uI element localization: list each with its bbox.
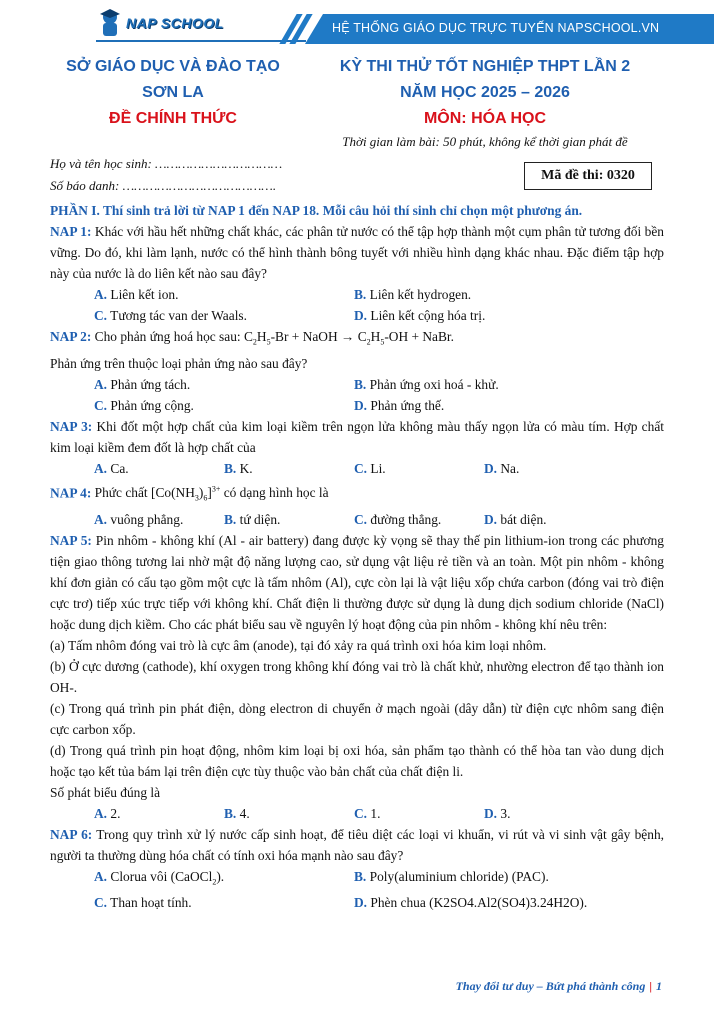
option-c: C. đường thẳng. — [354, 511, 442, 527]
department-line-1: SỞ GIÁO DỤC VÀ ĐÀO TẠO — [66, 58, 280, 75]
footer-divider: | — [649, 979, 652, 993]
question-number: NAP 1: — [50, 224, 92, 239]
official-label: ĐỀ CHÍNH THỨC — [109, 110, 237, 127]
page-header — [0, 0, 714, 50]
option-d: D. Na. — [484, 460, 520, 476]
subject-title: MÔN: HÓA HỌC — [423, 110, 547, 127]
options-3 — [50, 458, 664, 479]
option-b: B. K. — [224, 460, 253, 476]
statement-a: (a) Tấm nhôm đóng vai trò là cực âm (anode), tại đó xảy ra quá trình oxi hóa kim loại nhôm. — [50, 637, 547, 653]
option-a: A. Clorua vôi (CaOCl$_2$). — [94, 868, 225, 887]
question-5 — [50, 530, 664, 635]
option-b: B. 4. — [224, 805, 250, 821]
question-number: NAP 4: — [50, 485, 92, 501]
question-text: Pin nhôm - không khí (Al - air battery) đang được kỳ vọng sẽ thay thế pin lithium-ion trong các phương tiện giao thông tương lai nhờ mật độ năng lượng cao, sử dụng vật liệu rẻ tiền và an toàn. Một pin nhôm - không khí đơn giản có cấu tạo gồm một cực là tấm nhôm (Al), cực còn lại là vật liệu xốp chứa carbon (đóng vai trò điện cực trơ) tiếp xúc trực tiếp với không khí. Chất điện li thường được sử dụng là dung dịch sodium chloride (NaCl) hoặc dung dịch kiềm. Cho các phát biểu sau về nguyên lý hoạt động của pin nhôm - không khí nêu trên: — [50, 532, 664, 632]
header-divider — [96, 40, 306, 42]
option-c: C. 1. — [354, 805, 381, 821]
option-c: C. Phản ứng cộng. — [94, 397, 194, 413]
option-a: A. Phản ứng tách. — [94, 376, 191, 392]
option-b: B. Liên kết hydrogen. — [354, 287, 472, 302]
question-5-ask: Số phát biểu đúng là — [50, 784, 161, 800]
option-b: B. Phản ứng oxi hoá - khử. — [354, 376, 499, 392]
options-2 — [50, 374, 664, 416]
options-1 — [50, 284, 664, 326]
option-a: A. 2. — [94, 805, 121, 821]
option-d: D. 3. — [484, 805, 511, 821]
question-4 — [50, 479, 664, 509]
question-2 — [50, 326, 664, 353]
statement-c: (c) Trong quá trình pin phát điện, dòng electron di chuyển ở mạch ngoài (dây dẫn) từ điện cực nhôm sang điện cực carbon xốp. — [50, 700, 664, 737]
options-4 — [50, 509, 664, 530]
option-d: D. Liên kết cộng hóa trị. — [354, 308, 486, 323]
question-text: Khác với hầu hết những chất khác, các phân tử nước có thể tập hợp thành một cụm phân tử tương đối bền vững. Do đó, khi làm lạnh, nước có thể hình thành bông tuyết với nhiều hình dạng khác nhau. Đặc điểm tập hợp này của nước là do liên kết nào sau đây? — [50, 224, 664, 281]
part-1-heading: PHẦN I. Thí sinh trả lời từ NAP 1 đến NAP 18. Mỗi câu hỏi thí sinh chỉ chọn một phương án. — [50, 203, 583, 218]
question-number: NAP 3: — [50, 418, 93, 434]
time-note: Thời gian làm bài: 50 phút, không kể thời gian phát đề — [342, 134, 628, 149]
option-d: D. Phản ứng thế. — [354, 397, 445, 413]
footer-slogan: Thay đổi tư duy – Bứt phá thành công — [455, 979, 646, 993]
statement-d: (d) Trong quá trình pin hoạt động, nhôm kim loại bị oxi hóa, sản phẩm tạo thành có thể hòa tan vào dung dịch hoặc tạo kết tủa bám lại trên điện cực tùy thuộc vào bản chất của chất điện li. — [50, 742, 664, 779]
question-number: NAP 5: — [50, 532, 92, 548]
option-a: A. Liên kết ion. — [94, 287, 179, 302]
option-c: C. Than hoạt tính. — [94, 895, 192, 911]
school-year: NĂM HỌC 2025 – 2026 — [400, 84, 570, 101]
department-line-2: SƠN LA — [142, 84, 204, 101]
student-id-field: Số báo danh: …………………………………. — [50, 178, 277, 193]
statement-b: (b) Ở cực dương (cathode), khí oxygen trong không khí đóng vai trò là chất khử, nhường electron để tạo thành ion OH-. — [50, 658, 664, 695]
option-d: D. Phèn chua (K2SO4.Al2(SO4)3.24H2O). — [354, 895, 588, 911]
page-footer — [456, 979, 662, 994]
options-5 — [50, 803, 664, 824]
page-number: 1 — [656, 979, 662, 993]
logo-mascot-icon — [96, 8, 124, 38]
question-number: NAP 6: — [50, 826, 93, 842]
student-name-field: Họ và tên học sinh: …………………………… — [50, 156, 283, 171]
exam-title: KỲ THI THỬ TỐT NGHIỆP THPT LẦN 2 — [339, 58, 631, 75]
exam-content — [50, 200, 664, 913]
question-text: Khi đốt một hợp chất của kim loại kiềm trên ngọn lửa không màu thấy ngọn lửa có màu tím. Hợp chất kim loại kiềm đem đốt là hợp chất của — [50, 418, 664, 455]
question-1 — [50, 221, 664, 284]
logo — [96, 8, 224, 38]
banner-text: HỆ THỐNG GIÁO DỤC TRỰC TUYẾN NAPSCHOOL.VN — [332, 21, 660, 35]
question-6 — [50, 824, 664, 866]
options-6 — [50, 866, 664, 914]
question-3 — [50, 416, 664, 458]
option-a: A. vuông phẳng. — [94, 511, 184, 527]
question-text: Cho phản ứng hoá học sau: $C_2H_5-Br$ + NaOH → $C_2H_5-OH$ + NaBr. — [94, 329, 455, 347]
question-text: Trong quy trình xử lý nước cấp sinh hoạt, để tiêu diệt các loại vi khuẩn, vi rút và vi sinh vật gây bệnh, người ta thường dùng hóa chất có tính oxi hóa mạnh nào sau đây? — [50, 826, 664, 863]
logo-text: NAP SCHOOL — [126, 15, 224, 31]
option-b: B. Poly(aluminium chloride) (PAC). — [354, 868, 549, 884]
option-a: A. Ca. — [94, 460, 129, 476]
question-text: Phức chất $[Co(NH_3)_6]^{3+}$ có dạng hình học là — [94, 484, 329, 503]
exam-code-box: Mã đề thi: 0320 — [524, 162, 652, 190]
option-d: D. bát diện. — [484, 511, 547, 527]
option-c: C. Tương tác van der Waals. — [94, 308, 247, 323]
option-b: B. tứ diện. — [224, 511, 281, 527]
option-c: C. Li. — [354, 460, 386, 476]
question-2-text: Phản ứng trên thuộc loại phản ứng nào sau đây? — [50, 355, 308, 371]
question-number: NAP 2: — [50, 329, 92, 344]
